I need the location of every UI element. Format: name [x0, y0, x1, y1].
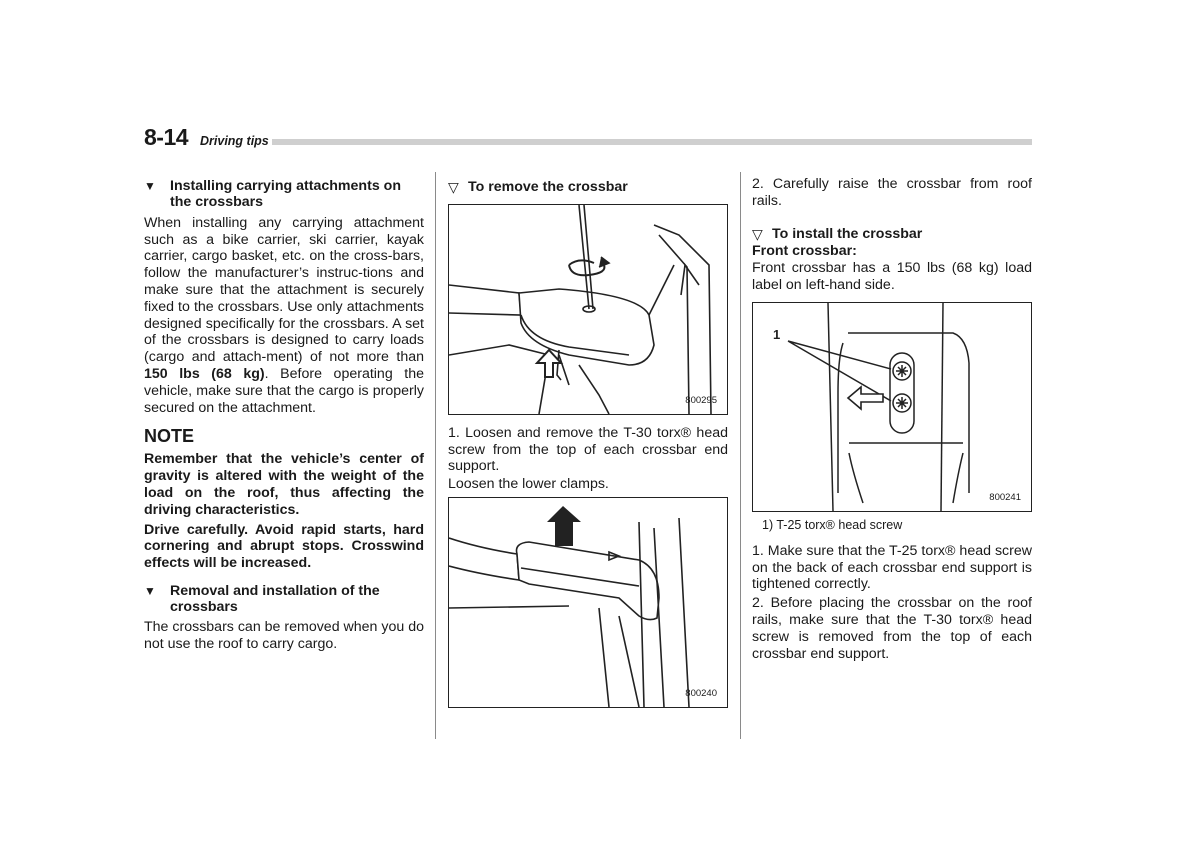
outline-triangle-icon: ▽ — [448, 179, 459, 195]
note-title: NOTE — [144, 426, 195, 447]
heading-installing-attachments — [144, 178, 424, 211]
front-crossbar-text: Front crossbar has a 150 lbs (68 kg) load label on left-hand side. — [752, 260, 1032, 293]
outline-triangle-icon: ▽ — [752, 225, 763, 242]
column-divider-1 — [435, 172, 436, 739]
step-2-install: 2. Before placing the crossbar on the roof rails, make sure that the T-30 torx® head screw is removed from the top of each crossbar end support. — [752, 595, 1032, 662]
crossbar-lift-illustration — [449, 498, 727, 707]
heading-line: Removal and installation of the — [170, 582, 380, 599]
step-1b-remove: Loosen the lower clamps. — [448, 476, 609, 493]
heading-remove-crossbar: ▽ To remove the crossbar — [448, 179, 628, 195]
heading-install-crossbar: ▽ To install the crossbar — [752, 225, 923, 242]
figure-code: 800295 — [685, 394, 717, 406]
column-1 — [144, 176, 424, 652]
step-1-remove: 1. Loosen and remove the T-30 torx® head screw from the top of each crossbar end support. — [448, 424, 728, 475]
page-number: 8-14 — [144, 124, 189, 150]
column-divider-2 — [740, 172, 741, 739]
heading-line: the crossbars — [170, 194, 264, 211]
filled-triangle-icon: ▼ — [144, 583, 156, 598]
figure-caption: 1) T-25 torx® head screw — [762, 517, 903, 532]
note-paragraph-2: Drive carefully. Avoid rapid starts, hard cornering and abrupt stops. Crosswind effects will be increased. — [144, 521, 424, 572]
column-3 — [752, 176, 1032, 662]
crossbar-screw-illustration — [449, 205, 727, 414]
filled-triangle-icon: ▼ — [144, 179, 156, 193]
heading-line: crossbars — [170, 599, 238, 616]
step-1-install: 1. Make sure that the T-25 torx® head screw on the back of each crossbar end support is tightened correctly. — [752, 542, 1032, 593]
header-rule — [272, 139, 1032, 145]
page-header — [144, 124, 1032, 154]
figure-remove-screw — [448, 204, 728, 415]
front-crossbar-label: Front crossbar: — [752, 243, 857, 260]
end-support-illustration — [753, 303, 1031, 511]
paragraph-removal: The crossbars can be removed when you do not use the roof to carry cargo. — [144, 618, 424, 652]
figure-lower-clamps — [448, 497, 728, 708]
heading-removal-installation — [144, 583, 424, 616]
figure-code: 800241 — [989, 491, 1021, 503]
note-paragraph-1: Remember that the vehicle’s center of gravity is altered with the weight of the load on the roof, thus affecting the driving characteristics. — [144, 451, 424, 518]
callout-1: 1 — [773, 326, 781, 342]
figure-code: 800240 — [685, 687, 717, 699]
step-2-raise: 2. Carefully raise the crossbar from roof rails. — [752, 176, 1032, 209]
section-title: Driving tips — [200, 134, 269, 148]
column-2 — [448, 176, 728, 708]
heading-line: Installing carrying attachments on — [170, 178, 401, 194]
load-limit: 150 lbs (68 kg) — [144, 365, 265, 382]
figure-screw-location — [752, 302, 1032, 512]
paragraph-attachments: When installing any carrying attachment such as a bike carrier, ski carrier, kayak carrier, cargo basket, etc. on the cross-bars, follow the manufacturer’s instruc-tions and make sure that the attachment is securely fixed to the crossbars. Use only attachments designed specifically for the crossbars. A set of the crossbars is designed to carry loads (cargo and attach-ment) of not more than 150 lbs (68 kg). Before operating the vehicle, make sure that the cargo is properly secured on the attachment. — [144, 214, 424, 416]
